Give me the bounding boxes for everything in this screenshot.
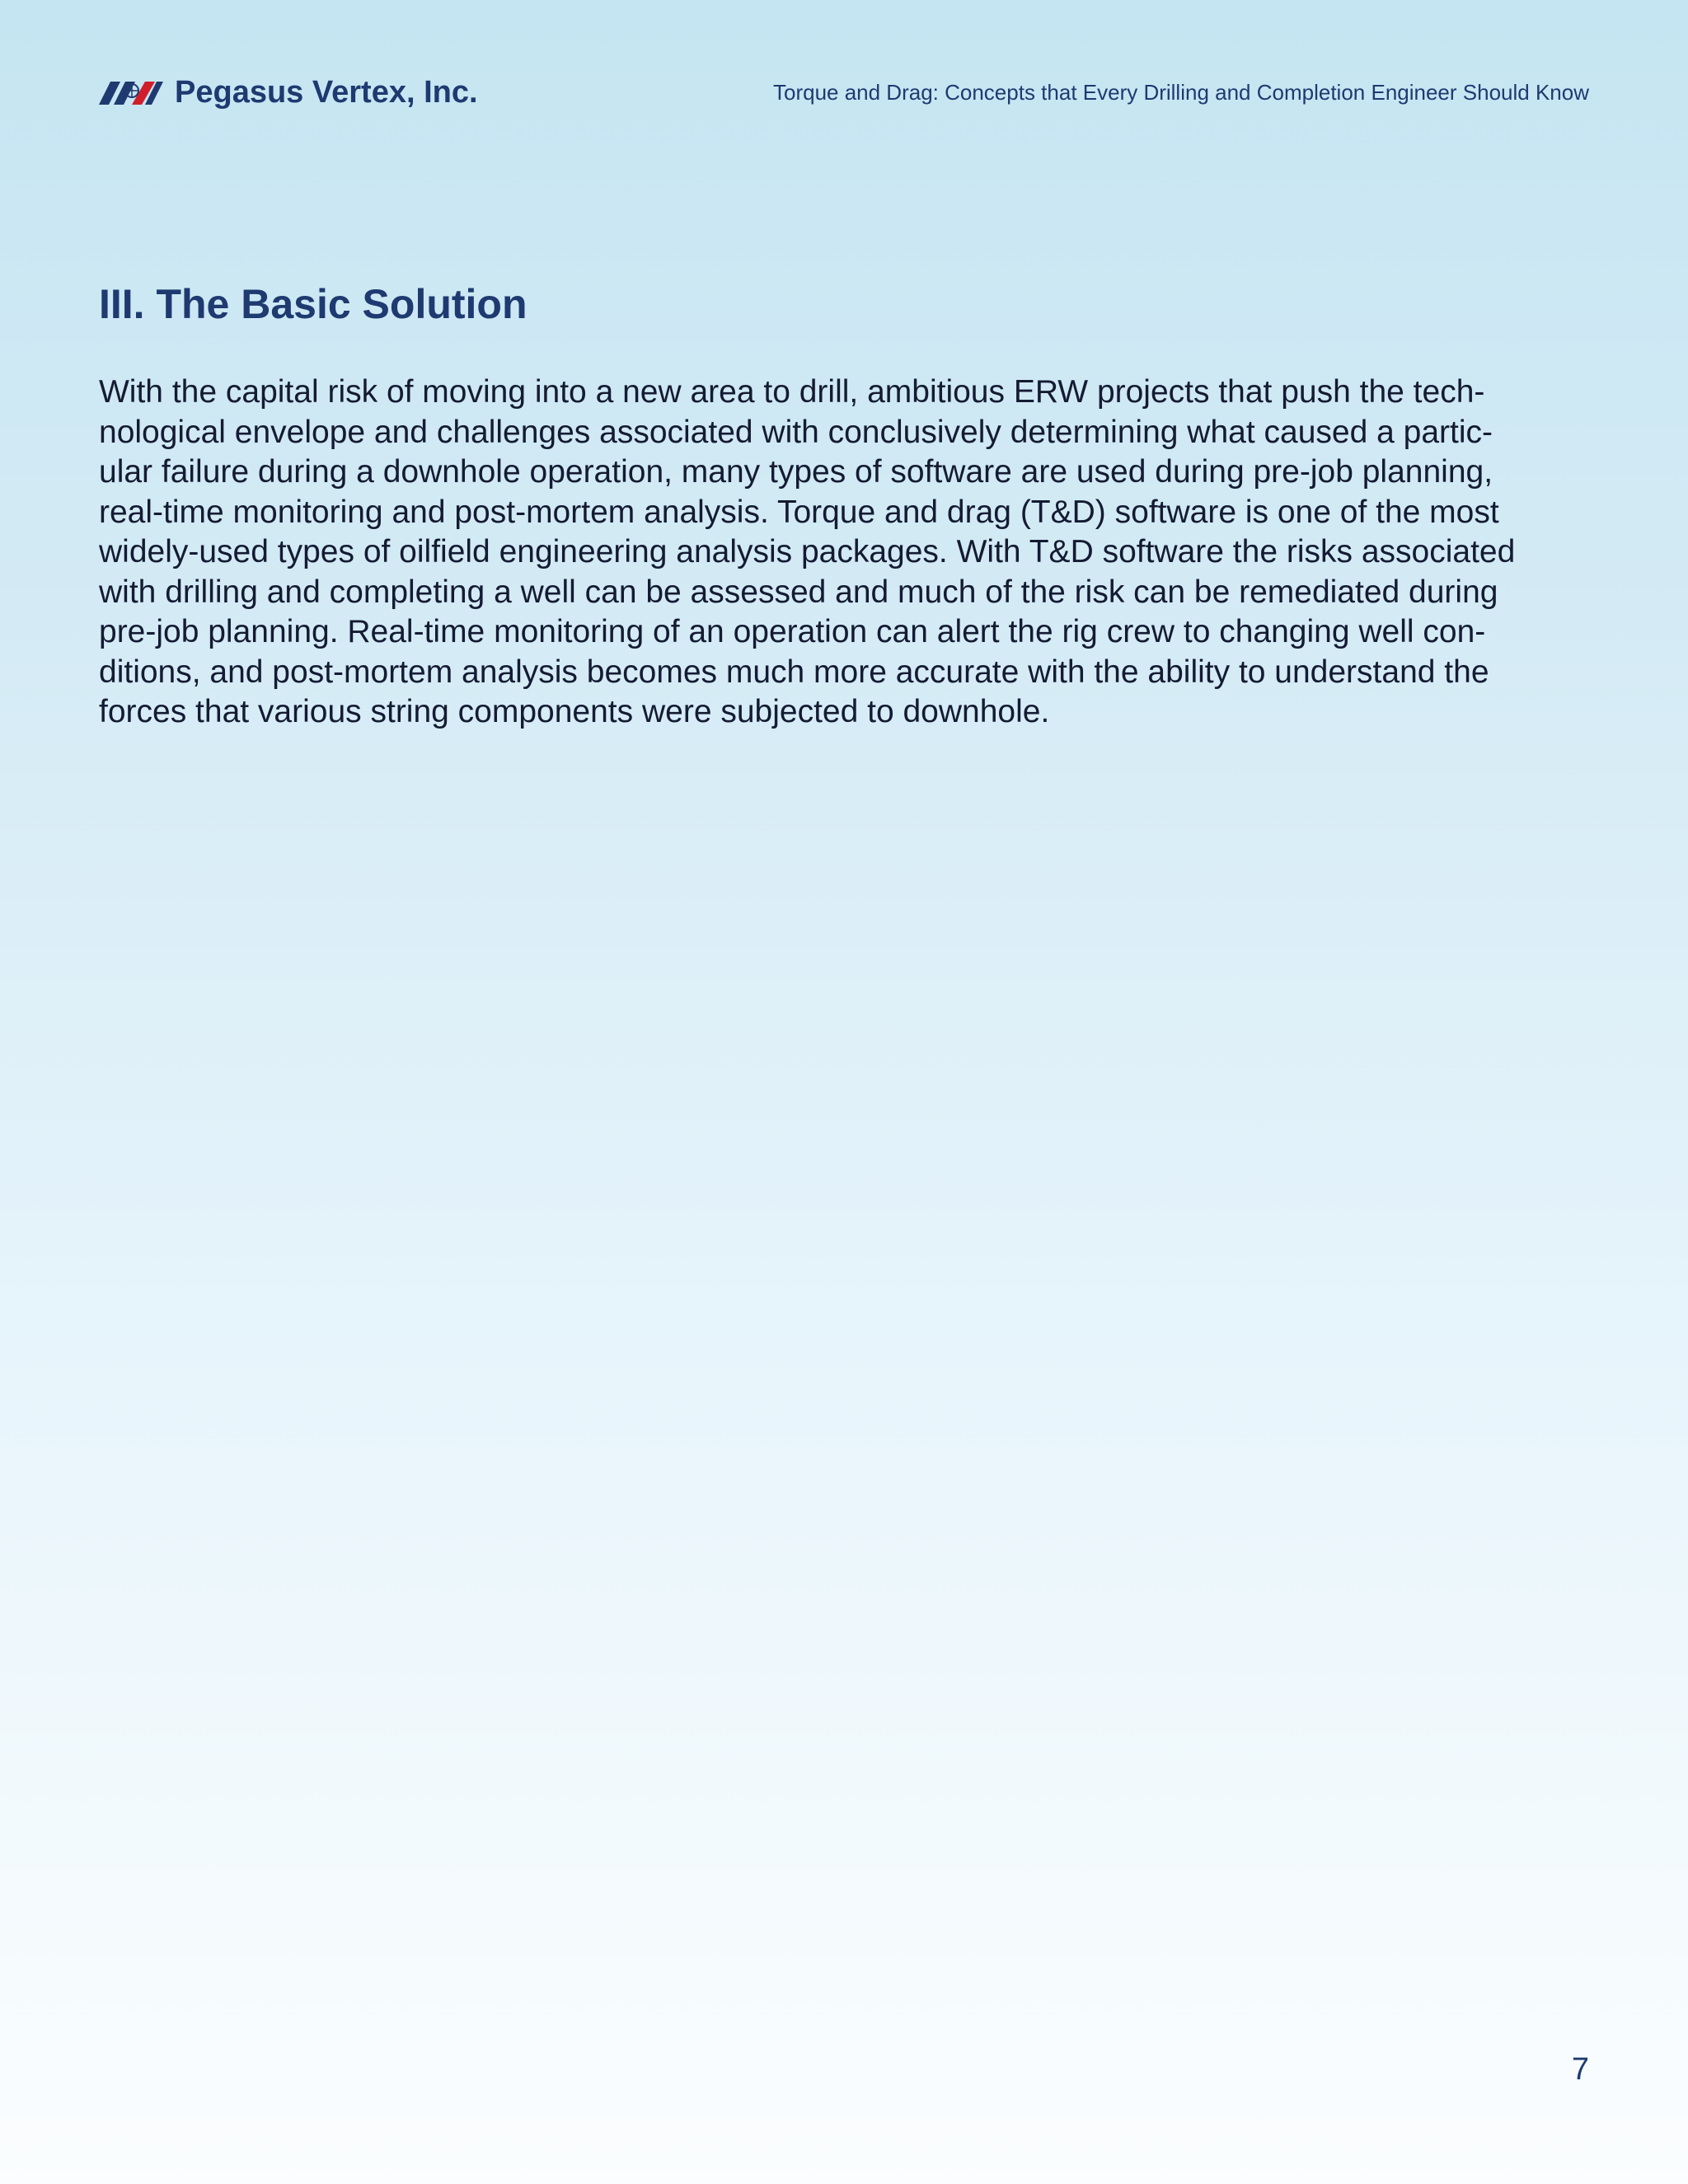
- paragraph-line: pre-job planning. Real-time monitoring of an operation can alert the rig crew to changing well con-: [99, 614, 1486, 649]
- paragraph-line: ditions, and post-mortem analysis becomes much more accurate with the ability to understand the: [99, 654, 1489, 690]
- document-title: Torque and Drag: Concepts that Every Drilling and Completion Engineer Should Know: [772, 79, 1589, 105]
- company-brand: [99, 75, 478, 110]
- company-name: Pegasus Vertex, Inc.: [175, 74, 478, 110]
- paragraph-line: forces that various string components were subjected to downhole.: [99, 694, 1050, 729]
- paragraph-line: widely-used types of oilfield engineering analysis packages. With T&D software the risks associated: [99, 534, 1516, 569]
- page-number: 7: [1571, 2052, 1589, 2087]
- paragraph-line: with drilling and completing a well can be assessed and much of the risk can be remediated during: [99, 574, 1498, 610]
- page-header: [99, 68, 1589, 117]
- paragraph-line: real-time monitoring and post-mortem analysis. Torque and drag (T&D) software is one of the most: [99, 494, 1499, 530]
- paragraph-line: ular failure during a downhole operation, many types of software are used during pre-job planning,: [99, 454, 1493, 490]
- section-heading: III. The Basic Solution: [99, 281, 528, 327]
- paragraph-line: nological envelope and challenges associated with conclusively determining what caused a partic-: [99, 414, 1493, 450]
- pegasus-vertex-logo-icon: [99, 80, 163, 105]
- body-paragraph: [99, 373, 1589, 733]
- paragraph-line: With the capital risk of moving into a new area to drill, ambitious ERW projects that push the tech-: [99, 374, 1485, 410]
